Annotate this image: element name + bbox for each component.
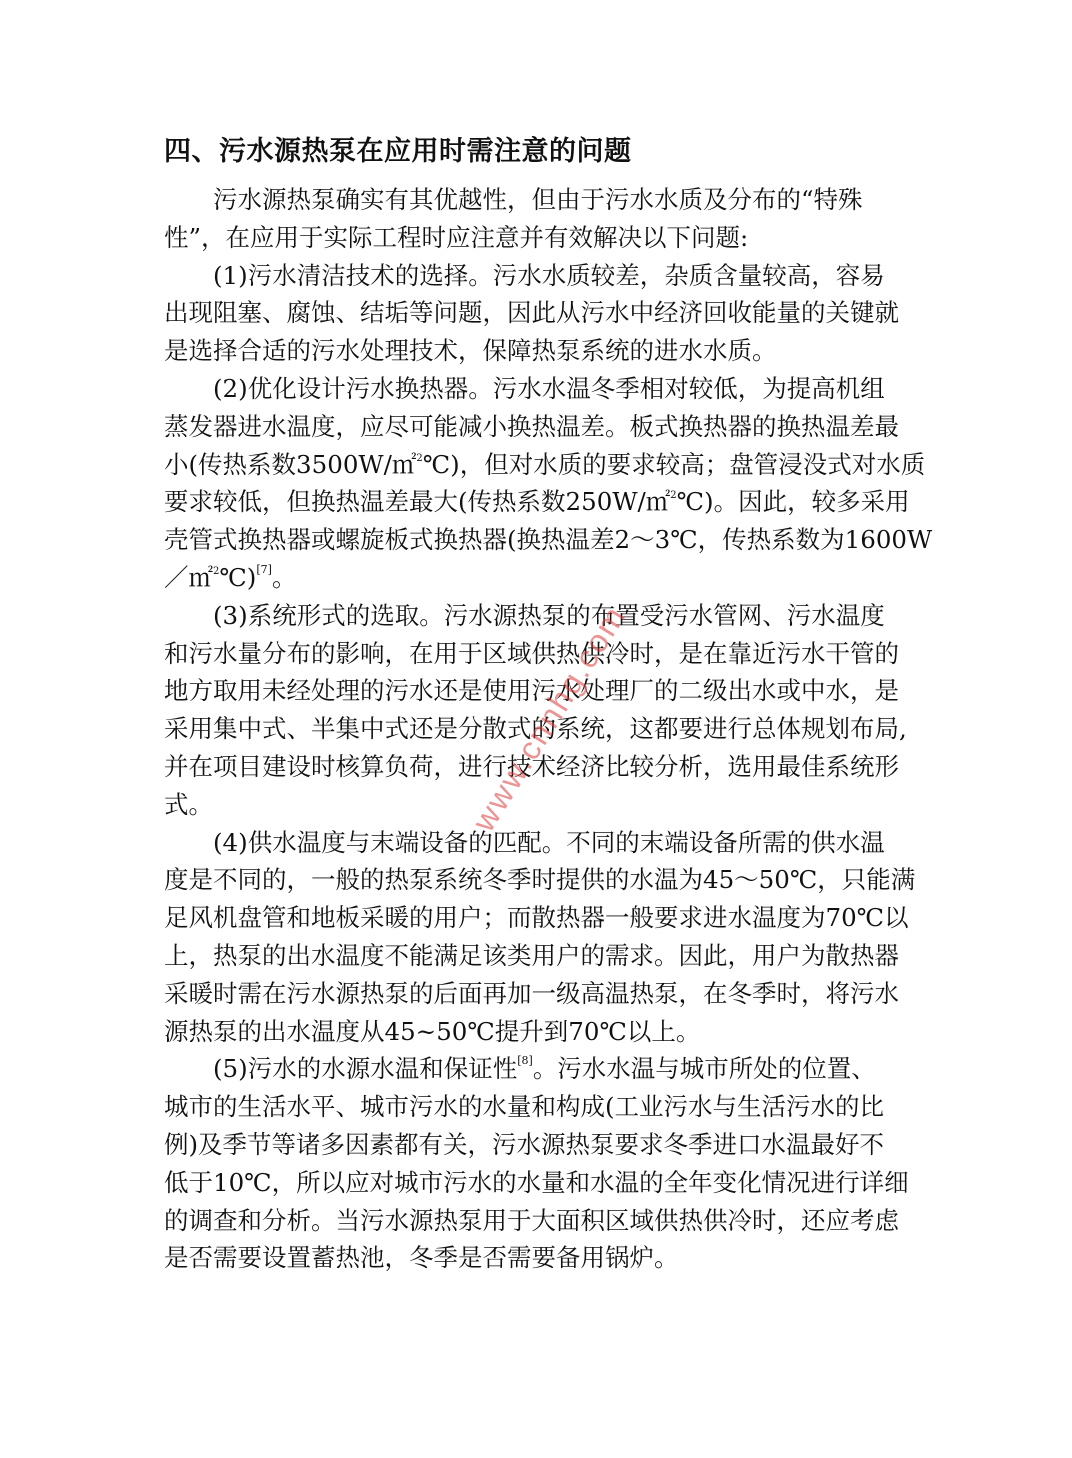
text-line: 的调查和分析。当污水源热泵用于大面积区域供热供冷时，还应考虑 (164, 1205, 899, 1235)
item-1-paragraph (164, 257, 912, 370)
text-line: 出现阻塞、腐蚀、结垢等问题，因此从污水中经济回收能量的关键就 (164, 298, 899, 328)
text-line: (2)优化设计污水换热器。污水水温冬季相对较低，为提高机组 (213, 373, 885, 403)
text-fragment: ℃)。因此，较多采用 (676, 487, 910, 517)
section-heading: 四、污水源热泵在应用时需注意的问题 (164, 136, 632, 167)
text-line: (3)系统形式的选取。污水源热泵的布置受污水管网、污水温度 (213, 600, 885, 630)
text-fragment: ／㎡ (164, 562, 213, 592)
superscript: 2 (670, 490, 677, 502)
text-line: 并在项目建设时核算负荷，进行技术经济比较分析，选用最佳系统形 (164, 751, 899, 781)
text-fragment: 小(传热系数3500W/㎡ (164, 449, 417, 479)
text-line: 和污水量分布的影响，在用于区域供热供冷时，是在靠近污水干管的 (164, 638, 899, 668)
item-5-paragraph (164, 1050, 912, 1277)
text-fragment: 要求较低，但换热温差最大(传热系数250W/㎡ (164, 487, 671, 517)
item-4-paragraph (164, 824, 916, 1051)
text-line: 是选择合适的污水处理技术，保障热泵系统的进水水质。 (164, 336, 777, 366)
text-line: 是否需要设置蓄热池，冬季是否需要备用锅炉。 (164, 1243, 679, 1273)
text-line: 地方取用未经处理的污水还是使用污水处理厂的二级出水或中水，是 (164, 676, 899, 706)
text-line: 上，热泵的出水温度不能满足该类用户的需求。因此，用户为散热器 (164, 940, 899, 970)
text-line (164, 559, 912, 597)
text-line: (1)污水清洁技术的选择。污水水质较差，杂质含量较高，容易 (213, 260, 885, 290)
text-fragment: ℃) (219, 562, 257, 592)
text-line: 式。 (164, 789, 213, 819)
intro-paragraph (164, 181, 912, 257)
text-line: 蒸发器进水温度，应尽可能减小换热温差。板式换热器的换热温差最 (164, 411, 899, 441)
text-line: 采用集中式、半集中式还是分散式的系统，这都要进行总体规划布局, (164, 714, 907, 744)
text-line: 污水源热泵确实有其优越性，但由于污水水质及分布的“特殊 (213, 185, 863, 214)
text-fragment: 。 (271, 562, 297, 592)
text-fragment: (5)污水的水源水温和保证性 (213, 1054, 518, 1084)
text-line: 足风机盘管和地板采暖的用户；而散热器一般要求进水温度为70℃以 (164, 903, 909, 933)
text-line: 性”，在应用于实际工程时应注意并有效解决以下问题: (164, 222, 749, 252)
text-fragment: 。污水水温与城市所处的位置、 (532, 1054, 876, 1084)
text-fragment: ℃)，但对水质的要求较高；盘管浸没式对水质 (422, 449, 926, 479)
text-line: 城市的生活水平、城市污水的水量和构成(工业污水与生活污水的比 (164, 1092, 885, 1122)
text-line: 低于10℃，所以应对城市污水的水量和水温的全年变化情况进行详细 (164, 1167, 909, 1197)
citation-ref: [8] (517, 1054, 533, 1068)
text-line: 采暖时需在污水源热泵的后面再加一级高温热泵，在冬季时，将污水 (164, 978, 899, 1008)
superscript: 2 (213, 565, 220, 577)
text-line: 例)及季节等诸多因素都有关，污水源热泵要求冬季进口水温最好不 (164, 1129, 885, 1159)
text-line: 源热泵的出水温度从45~50℃提升到70℃以上。 (164, 1016, 701, 1046)
item-2-paragraph (164, 370, 933, 597)
superscript: 2 (416, 452, 423, 464)
watermark-text: www.cnnhg.com (465, 598, 633, 838)
text-line: 壳管式换热器或螺旋板式换热器(换热温差2～3℃，传热系数为1600W (164, 525, 933, 555)
text-line (164, 1050, 912, 1088)
text-line (164, 446, 926, 484)
citation-ref: [7] (256, 562, 272, 576)
text-line (164, 483, 912, 521)
text-line: 度是不同的，一般的热泵系统冬季时提供的水温为45～50℃，只能满 (164, 865, 916, 895)
text-line: (4)供水温度与末端设备的匹配。不同的末端设备所需的供水温 (213, 827, 885, 857)
